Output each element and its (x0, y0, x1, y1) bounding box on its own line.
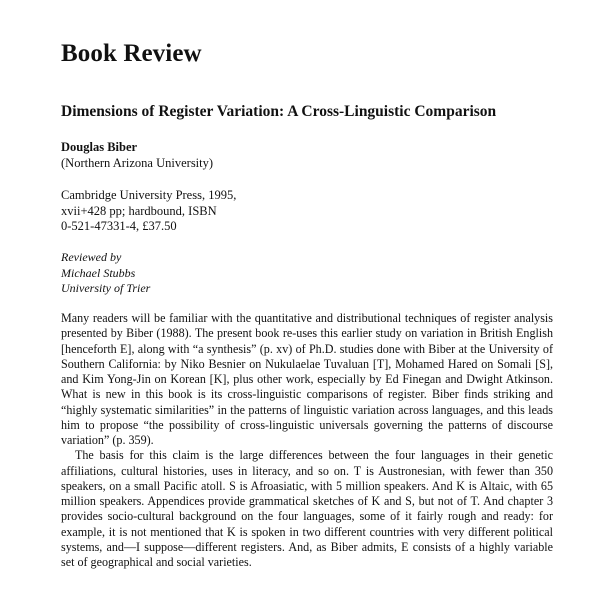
book-title: Dimensions of Register Variation: A Cross-Linguistic Comparison (61, 103, 497, 120)
review-body (61, 311, 553, 570)
author-affiliation: (Northern Arizona University) (61, 155, 214, 170)
reviewed-by-label: Reviewed by (61, 250, 122, 264)
body-paragraph-1: Many readers will be familiar with the quantitative and distributional techniques of register analysis presented by Biber (1988). The present book re-uses this earlier study on variation in British English [henceforth E], along with “a synthesis” (p. xv) of Ph.D. studies done with Biber at the University of Southern California: by Niko Besnier on Nukulaelae Tuvaluan [T], Mohamed Hared on Somali [S], and Kim Yong-Jin on Korean [K], plus other work, especially by Ed Finegan and Dwight Atkinson. What is new in this book is its cross-linguistic comparisons of register. Biber finds striking and “highly systematic similarities” in the patterns of linguistic variation across languages, and this leads him to propose “the possibility of cross-linguistic universals governing the patterns of discourse variation” (p. 359). (61, 311, 553, 447)
reviewer-name: Michael Stubbs (61, 265, 136, 280)
body-paragraph-2: The basis for this claim is the large differences between the four languages in their genetic affiliations, cultural histories, uses in literacy, and so on. T is Austronesian, with fewer than 350 speakers, on a small Pacific atoll. S is Afroasiatic, with 5 million speakers. And K is Altaic, with 65 million speakers. Appendices provide grammatical sketches of K and S, but not of T. And chapter 3 provides socio-cultural background on the four languages, some of it fairly rough and ready: for example, it is not mentioned that K is spoken in two different countries with very different political systems, and—I suppose—different registers. And, as Biber admits, E consists of a highly variable set of geographical and social varieties. (61, 448, 553, 569)
author-name: Douglas Biber (61, 140, 138, 154)
publication-details (61, 188, 236, 235)
reviewer-block (61, 250, 150, 297)
publisher-line-2: xvii+428 pp; hardbound, ISBN (61, 203, 217, 218)
publisher-line-3: 0-521-47331-4, £37.50 (61, 219, 177, 233)
publisher-line-1: Cambridge University Press, 1995, (61, 188, 237, 202)
author-block (61, 140, 213, 171)
review-page (61, 0, 553, 600)
reviewer-affiliation: University of Trier (61, 281, 151, 295)
section-title: Book Review (61, 40, 202, 67)
